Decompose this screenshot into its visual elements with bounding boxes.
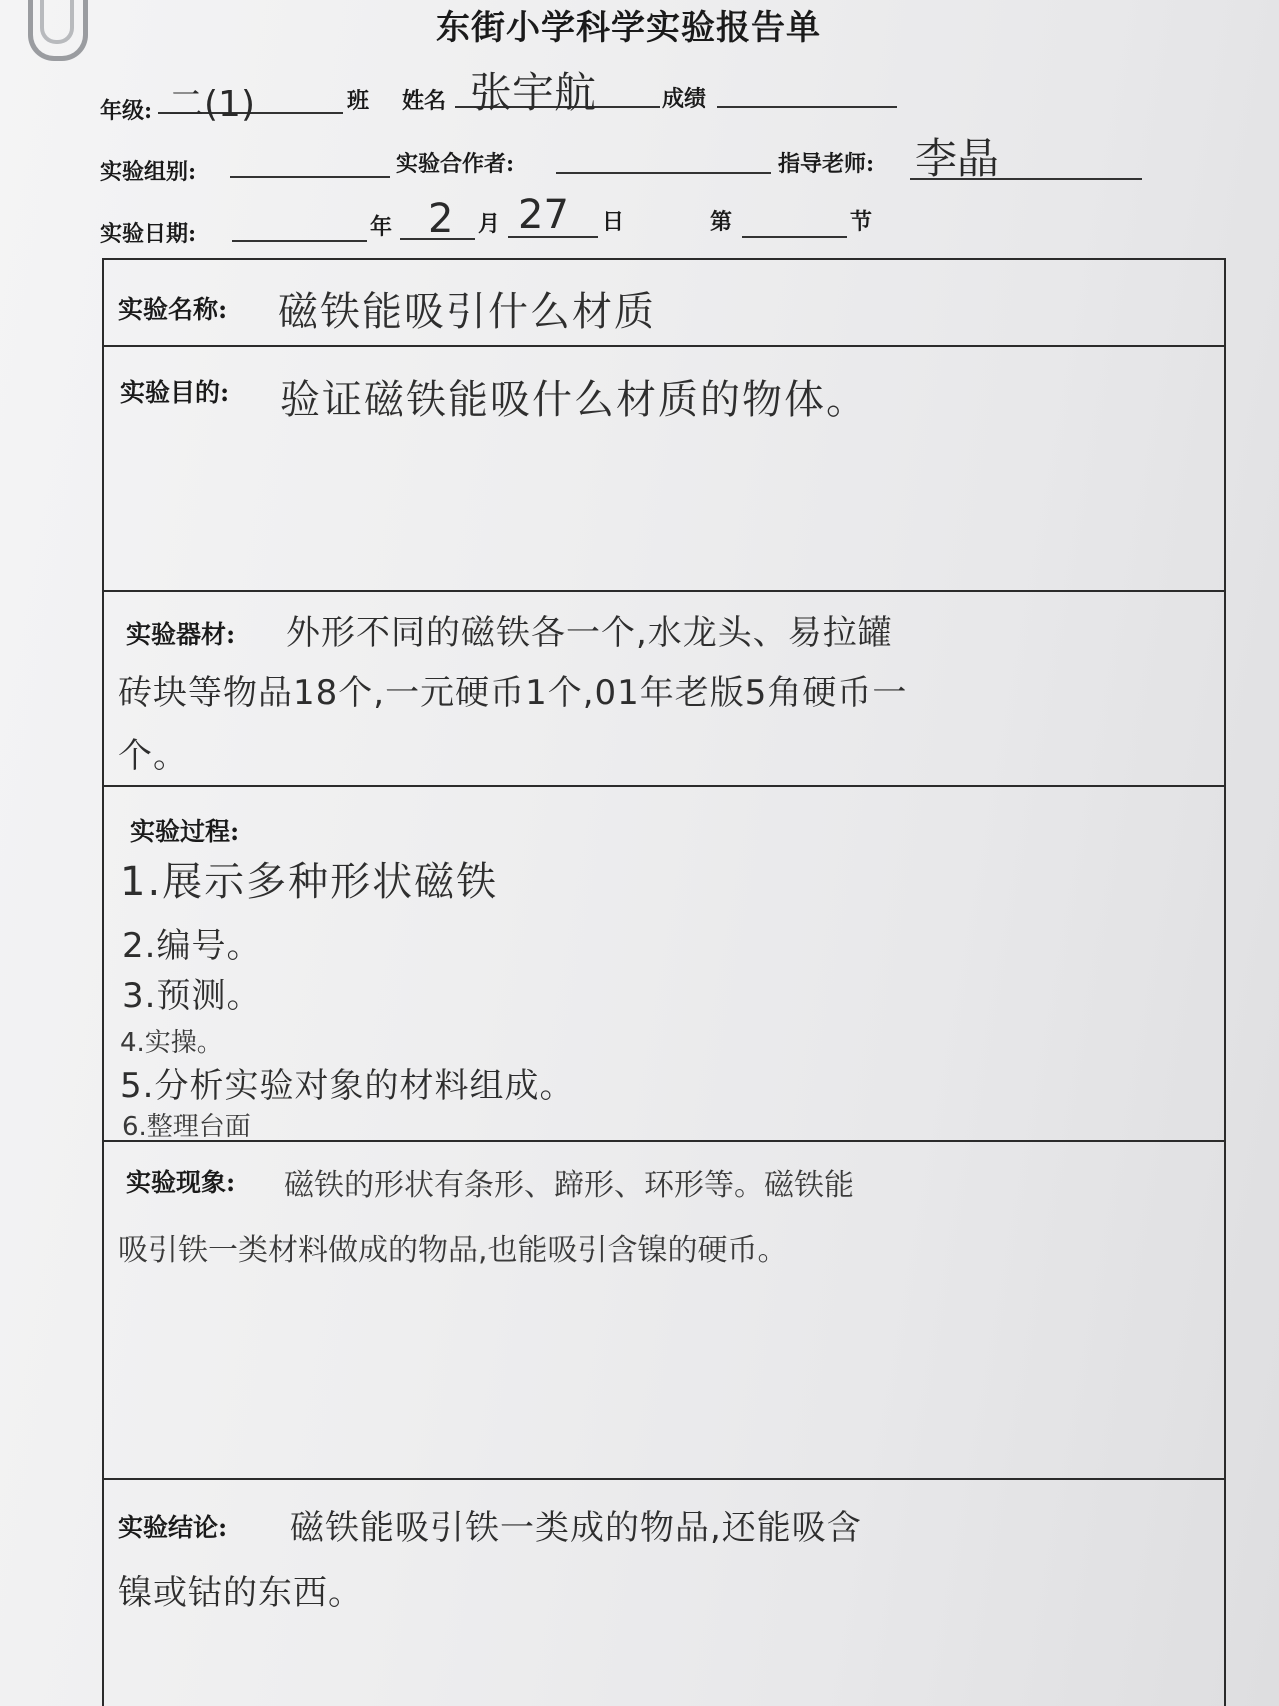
process-step-4: 4.实操。 bbox=[120, 1028, 223, 1058]
conclusion-section-label: 实验结论: bbox=[118, 1513, 228, 1542]
grade-value: 二(1) bbox=[168, 84, 255, 125]
process-step-5: 5.分析实验对象的材料组成。 bbox=[120, 1066, 575, 1106]
table-left-border bbox=[102, 258, 104, 1706]
table-top-border bbox=[102, 258, 1224, 260]
day-label: 日 bbox=[602, 209, 625, 235]
materials-line-2: 砖块等物品18个,一元硬币1个,01年老版5角硬币一 bbox=[118, 673, 908, 713]
partner-line bbox=[556, 172, 771, 174]
month-value: 2 bbox=[428, 196, 454, 242]
phenomenon-line-2: 吸引铁一类材料做成的物品,也能吸引含镍的硬币。 bbox=[118, 1233, 788, 1268]
year-line bbox=[232, 240, 367, 242]
row-divider-1 bbox=[102, 345, 1224, 347]
phenomenon-line-1: 磁铁的形状有条形、蹄形、环形等。磁铁能 bbox=[284, 1168, 854, 1203]
period-suffix: 节 bbox=[850, 209, 873, 235]
year-label: 年 bbox=[370, 214, 393, 240]
day-value: 27 bbox=[518, 192, 569, 238]
process-step-1: 1.展示多种形状磁铁 bbox=[120, 859, 499, 905]
purpose-text: 验证磁铁能吸什么材质的物体。 bbox=[280, 377, 868, 423]
materials-line-3: 个。 bbox=[118, 736, 188, 776]
name-section-label: 实验名称: bbox=[118, 295, 228, 324]
name-label: 姓名 bbox=[402, 88, 447, 114]
score-label: 成绩 bbox=[662, 86, 707, 112]
phenomenon-section-label: 实验现象: bbox=[126, 1168, 236, 1197]
experiment-name-text: 磁铁能吸引什么材质 bbox=[278, 289, 656, 335]
conclusion-line-2: 镍或钴的东西。 bbox=[118, 1573, 363, 1613]
score-line bbox=[717, 106, 897, 108]
row-divider-5 bbox=[102, 1478, 1224, 1480]
purpose-section-label: 实验目的: bbox=[120, 378, 230, 407]
report-title: 东街小学科学实验报告单 bbox=[436, 8, 821, 48]
paper-clip-inner bbox=[40, 0, 74, 44]
teacher-label: 指导老师: bbox=[778, 151, 875, 177]
process-step-2: 2.编号。 bbox=[122, 926, 262, 966]
row-divider-2 bbox=[102, 590, 1224, 592]
partner-label: 实验合作者: bbox=[396, 151, 515, 177]
row-divider-4 bbox=[102, 1140, 1224, 1142]
period-prefix: 第 bbox=[710, 209, 733, 235]
materials-section-label: 实验器材: bbox=[126, 620, 236, 649]
period-line bbox=[742, 236, 847, 238]
grade-label: 年级: bbox=[100, 98, 153, 124]
process-section-label: 实验过程: bbox=[130, 817, 240, 846]
group-line bbox=[230, 176, 390, 178]
class-label: 班 bbox=[347, 88, 370, 114]
teacher-name: 李晶 bbox=[915, 134, 1000, 183]
group-label: 实验组别: bbox=[100, 159, 197, 185]
table-right-border bbox=[1224, 258, 1226, 1706]
row-divider-3 bbox=[102, 785, 1224, 787]
process-step-3: 3.预测。 bbox=[122, 976, 262, 1016]
date-label: 实验日期: bbox=[100, 221, 197, 247]
month-label: 月 bbox=[478, 211, 501, 237]
conclusion-line-1: 磁铁能吸引铁一类成的物品,还能吸含 bbox=[290, 1508, 862, 1548]
student-name: 张宇航 bbox=[470, 68, 597, 117]
process-step-6: 6.整理台面 bbox=[122, 1112, 251, 1142]
materials-line-1: 外形不同的磁铁各一个,水龙头、易拉罐 bbox=[286, 613, 893, 653]
